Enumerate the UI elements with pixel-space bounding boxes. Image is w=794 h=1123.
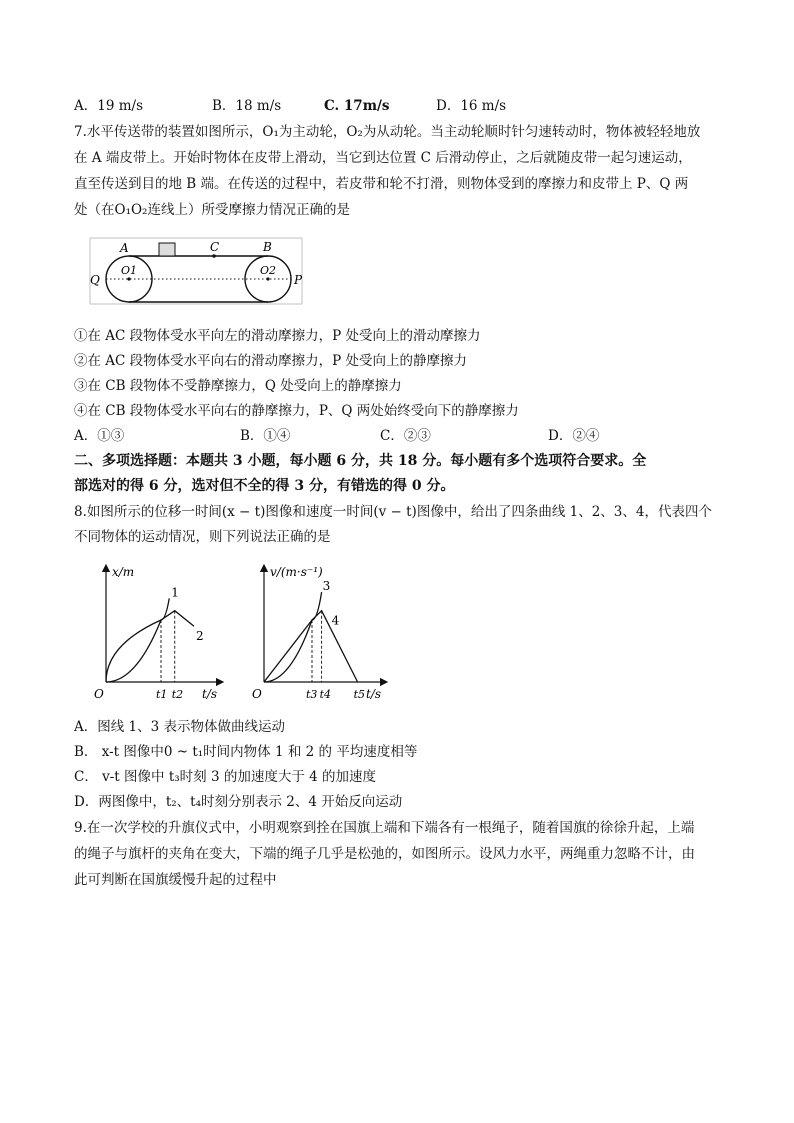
q7-options [74,426,724,446]
q9-line-2: 的绳子与旗杆的夹角在变大，下端的绳子几乎是松弛的，如图所示。设风力水平，两绳重力忽略不计，由 [74,846,695,862]
q7-statement-3: ③在 CB 段物体不受静摩擦力，Q 处受向上的静摩擦力 [74,378,402,394]
q7-option-a: A．①③ [74,428,125,444]
xt-curve-1 [106,598,169,682]
xt-origin: O [94,687,104,701]
label-c: C [210,240,220,254]
vt-tick-t3: t3 [306,688,318,701]
q6-option-d: D．16 m/s [436,98,507,114]
xt-tick-t2: t2 [171,688,184,701]
vt-series-label-4: 4 [331,613,340,628]
label-p: P [294,273,303,287]
q7-option-d: D．②④ [548,428,600,444]
q8-option-b: B． x-t 图像中0 ~ t₁时间内物体 1 和 2 的 平均速度相等 [74,744,418,760]
q7-line-2: 在 A 端皮带上。开始时物体在皮带上滑动，当它到达位置 C 后滑动停止，之后就随皮带一起匀速运动， [74,150,692,166]
vt-xlabel: t/s [366,687,382,701]
vt-series-label-3: 3 [322,579,331,594]
q6-option-c: C. 17m/s [324,98,390,114]
q9-line-1: 9.在一次学校的升旗仪式中，小明观察到拴在国旗上端和下端各有一根绳子，随着国旗的徐徐升起，上端 [74,820,695,836]
q7-line-1: 7.水平传送带的装置如图所示，O₁为主动轮，O₂为从动轮。当主动轮顺时针匀速转动时，物体被轻轻地放 [74,124,701,140]
q7-option-b: B．①④ [240,428,291,444]
vt-line-4 [264,611,358,682]
xt-tick-t1: t1 [156,688,168,701]
q6-option-b: B．18 m/s [212,98,282,114]
xt-series-label-1: 1 [171,585,179,600]
label-q: Q [90,273,100,287]
label-b: B [263,240,272,254]
q6-options [74,96,724,116]
xt-graph [92,562,226,702]
q8-line-1: 8.如图所示的位移一时间(x − t)图像和速度一时间(v − t)图像中，给出了四条曲线 1、2、3、4，代表四个 [74,504,712,520]
vt-curve-3 [264,592,322,682]
q8-line-2: 不同物体的运动情况，则下列说法正确的是 [74,529,331,545]
object-block [159,243,175,256]
q7-option-c: C．②③ [380,428,431,444]
label-o1: O1 [121,264,138,277]
xt-series-label-2: 2 [196,629,204,644]
point-c [212,254,216,258]
vt-tick-t4: t4 [319,688,332,701]
conveyor-belt-figure [84,236,306,308]
xt-ylabel: x/m [112,565,135,579]
xt-xlabel: t/s [202,687,218,701]
section2-heading-2: 部选对的得 6 分，选对但不全的得 3 分，有错选的得 0 分。 [74,478,455,494]
vt-graph [250,562,390,702]
q8-option-c: C． v-t 图像中 t₃时刻 3 的加速度大于 4 的加速度 [74,769,376,785]
q9-line-3: 此可判断在国旗缓慢升起的过程中 [74,872,277,888]
vt-tick-t5: t5 [353,688,366,701]
label-o2: O2 [260,264,277,277]
q7-line-4: 处（在O₁O₂连线上）所受摩擦力情况正确的是 [74,202,350,218]
q7-statement-4: ④在 CB 段物体受水平向右的静摩擦力，P、Q 两处始终受向下的静摩擦力 [74,403,519,419]
xt-curve-2 [106,611,194,682]
q6-option-a: A．19 m/s [74,98,143,114]
label-a: A [120,241,129,255]
q7-statement-1: ①在 AC 段物体受水平向左的滑动摩擦力，P 处受向上的滑动摩擦力 [74,328,481,344]
q8-option-a: A．图线 1、3 表示物体做曲线运动 [74,719,286,735]
q8-option-d: D．两图像中，t₂、t₄时刻分别表示 2、4 开始反向运动 [74,794,403,810]
q7-statement-2: ②在 AC 段物体受水平向右的滑动摩擦力，P 处受向上的静摩擦力 [74,353,468,369]
section2-heading-1: 二、多项选择题：本题共 3 小题，每小题 6 分，共 18 分。每小题有多个选项符合要求。全 [74,453,647,469]
q7-line-3: 直至传送到目的地 B 端。在传送的过程中，若皮带和轮不打滑，则物体受到的摩擦力和皮带上 P、Q 两 [74,176,689,192]
vt-ylabel: v/(m·s⁻¹) [270,565,323,579]
vt-origin: O [252,687,262,701]
